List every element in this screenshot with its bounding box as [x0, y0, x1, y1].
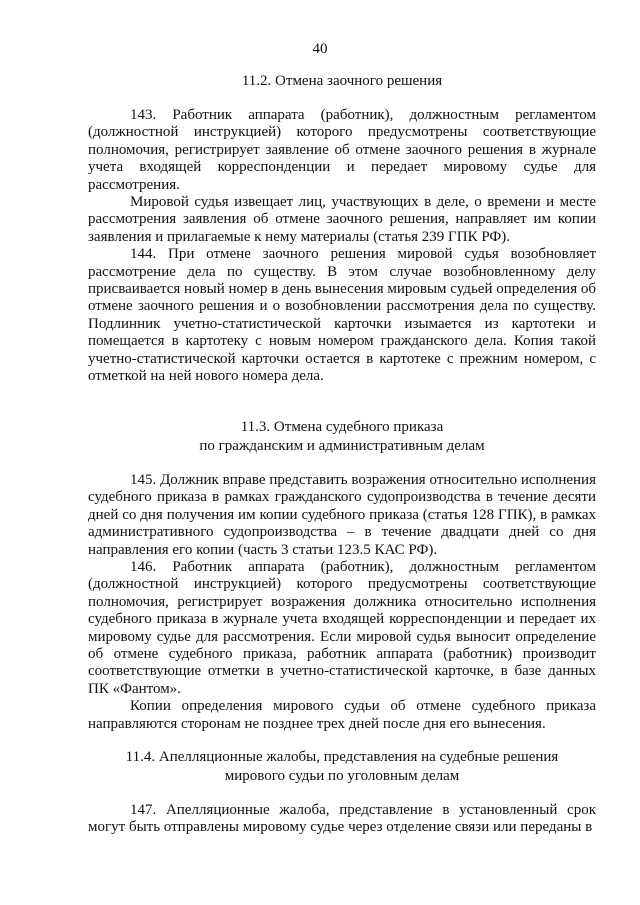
paragraph-144: 144. При отмене заочного решения мировой судья возобновляет рассмотрение дела по существу. В этом случае возобновленному делу присваивается новый номер в день вынесения мировым судьей определения об отмене заочного решения и о возобновлении рассмотрения дела по существу. Подлинник учетно-статистической карточки изымается из картотеки и помещается в картотеку с новым номером гражданского дела. Копия такой учетно-статистической карточки остается в картотеке с прежним номером, с отметкой на ней нового номера дела. — [88, 246, 596, 385]
section-body-11-4 — [88, 802, 596, 837]
heading-line: 11.4. Апелляционные жалобы, представления на судебные решения — [125, 749, 559, 765]
paragraph-147: 147. Апелляционные жалоба, представление в установленный срок могут быть отправлены мировому судье через отделение связи или переданы в — [88, 802, 596, 836]
section-heading-11-4 — [88, 748, 596, 786]
paragraph-146-continued: Копии определения мирового судьи об отмене судебного приказа направляются сторонам не позднее трех дней после дня его вынесения. — [88, 698, 596, 732]
section-heading-11-3 — [88, 418, 596, 456]
section-body-11-3 — [88, 472, 596, 733]
paragraph-146: 146. Работник аппарата (работник), должностным регламентом (должностной инструкцией) которого предусмотрены соответствующие полномочия, регистрирует возражения должника относительно исполнения судебного приказа в журнале учета входящей корреспонденции и передает их мировому судье для рассмотрения. Если мировой судья выносит определение об отмене судебного приказа, работник аппарата (работник) производит соответствующие отметки в учетно-статистической карточке, в базе данных ПК «Фантом». — [88, 559, 596, 697]
heading-line: по гражданским и административным делам — [199, 438, 485, 454]
paragraph-143-continued: Мировой судья извещает лиц, участвующих в деле, о времени и месте рассмотрения заявления об отмене заочного решения, направляет им копии заявления и прилагаемые к нему материалы (статья 239 ГПК РФ). — [88, 194, 596, 245]
section-heading-11-2 — [88, 72, 596, 91]
paragraph-143: 143. Работник аппарата (работник), должностным регламентом (должностной инструкцией) которого предусмотрены соответствующие полномочия, регистрирует заявление об отмене заочного решения в журнале учета входящей корреспонденции и передает мировому судье для рассмотрения. — [88, 107, 596, 193]
section-body-11-2 — [88, 107, 596, 386]
heading-line: мирового судьи по уголовным делам — [224, 768, 460, 784]
page-number: 40 — [312, 41, 328, 57]
heading-line: 11.2. Отмена заочного решения — [241, 73, 443, 89]
paragraph-145: 145. Должник вправе представить возражения относительно исполнения судебного приказа в рамках гражданского судопроизводства в течение десяти дней со дня получения им копии судебного приказа (статья 128 ГПК), в рамках административного судопроизводства – в течение двадцати дней со дня направления его копии (часть 3 статьи 123.5 КАС РФ). — [88, 472, 596, 558]
heading-line: 11.3. Отмена судебного приказа — [240, 419, 444, 435]
